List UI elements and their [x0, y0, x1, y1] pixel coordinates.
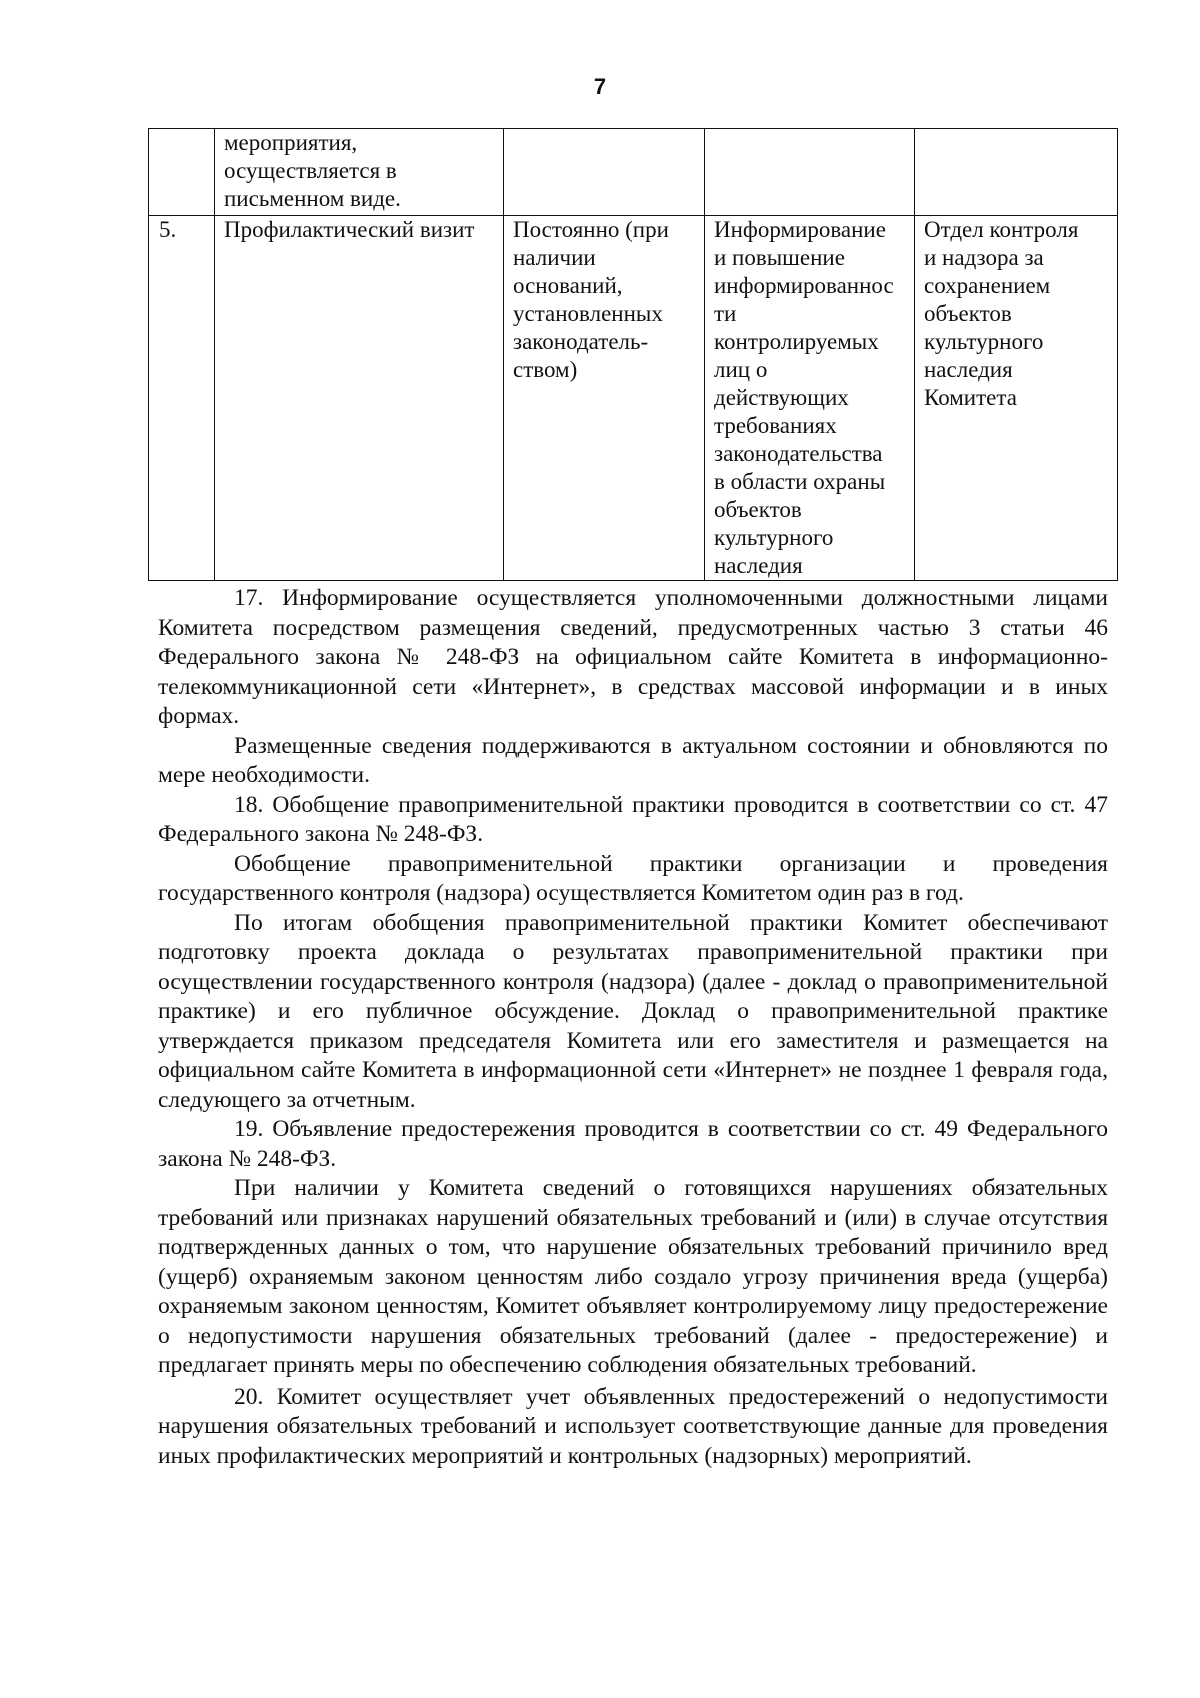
paragraph-20: 20. Комитет осуществляет учет объявленных предостережений о недопустимости нарушения обязательных требований и использует соответствующие данные для проведения иных профилактических мероприятий и контрольных (надзорных) мероприятий.	[158, 1383, 1108, 1469]
paragraph-19-warning: При наличии у Комитета сведений о готовящихся нарушениях обязательных требований или признаках нарушений обязательных требований и (или) в случае отсутствия подтвержденных данных о том, что нарушение обязательных требований причинило вред (ущерб) охраняемым законом ценностям либо создало угрозу причинения вреда (ущерба) охраняемым законом ценностям, Комитет объявляет контролируемому лицу предостережение о недопустимости нарушения обязательных требований (далее - предостережение) и предлагает принять меры по обеспечению соблюдения обязательных требований.	[158, 1175, 1108, 1378]
table-row	[149, 216, 1118, 581]
paragraph-19: 19. Объявление предостережения проводится в соответствии со ст. 49 Федерального закона № 248-ФЗ.	[158, 1116, 1108, 1172]
paragraph-18: 18. Обобщение правоприменительной практики проводится в соответствии со ст. 47 Федерального закона № 248-ФЗ.	[158, 791, 1108, 847]
paragraph-17: 17. Информирование осуществляется уполномоченными должностными лицами Комитета посредством размещения сведений, предусмотренных частью 3 статьи 46 Федерального закона № 248-ФЗ на официальном сайте Комитета в информационно-телекоммуникационной сети «Интернет», в средствах массовой информации и в иных формах.	[158, 585, 1108, 729]
goal-cell	[705, 129, 915, 216]
paragraph-17-continuation: Размещенные сведения поддерживаются в актуальном состоянии и обновляются по мере необходимости.	[158, 732, 1108, 788]
timing-cell: Постоянно (при наличии оснований, установленных законодатель- ством)	[504, 216, 705, 581]
page-number: 7	[593, 74, 607, 99]
paragraph-18-frequency: Обобщение правоприменительной практики организации и проведения государственного контроля (надзора) осуществляется Комитетом один раз в год.	[158, 850, 1108, 906]
prevention-measures-table	[148, 128, 1118, 581]
paragraph-18-report: По итогам обобщения правоприменительной практики Комитет обеспечивают подготовку проекта доклада о результатах правоприменительной практики при осуществлении государственного контроля (надзора) (далее - доклад о правоприменительной практике) и его публичное обсуждение. Доклад о правоприменительной практике утверждается приказом председателя Комитета или его заместителя и размещается на официальном сайте Комитета в информационной сети «Интернет» не позднее 1 февраля года, следующего за отчетным.	[158, 909, 1108, 1113]
responsible-cell: Отдел контроля и надзора за сохранением объектов культурного наследия Комитета	[915, 216, 1118, 581]
goal-cell: Информирование и повышение информированнос ти контролируемых лиц о действующих требованиях законодательства в области охраны объектов культурного наследия	[705, 216, 915, 581]
timing-cell	[504, 129, 705, 216]
measure-name-cell: мероприятия, осуществляется в письменном виде.	[215, 129, 504, 216]
document-body	[158, 584, 1108, 1471]
row-number-cell	[149, 129, 215, 216]
table-row	[149, 129, 1118, 216]
responsible-cell	[915, 129, 1118, 216]
row-number-cell: 5.	[149, 216, 215, 581]
measure-name-cell: Профилактический визит	[215, 216, 504, 581]
